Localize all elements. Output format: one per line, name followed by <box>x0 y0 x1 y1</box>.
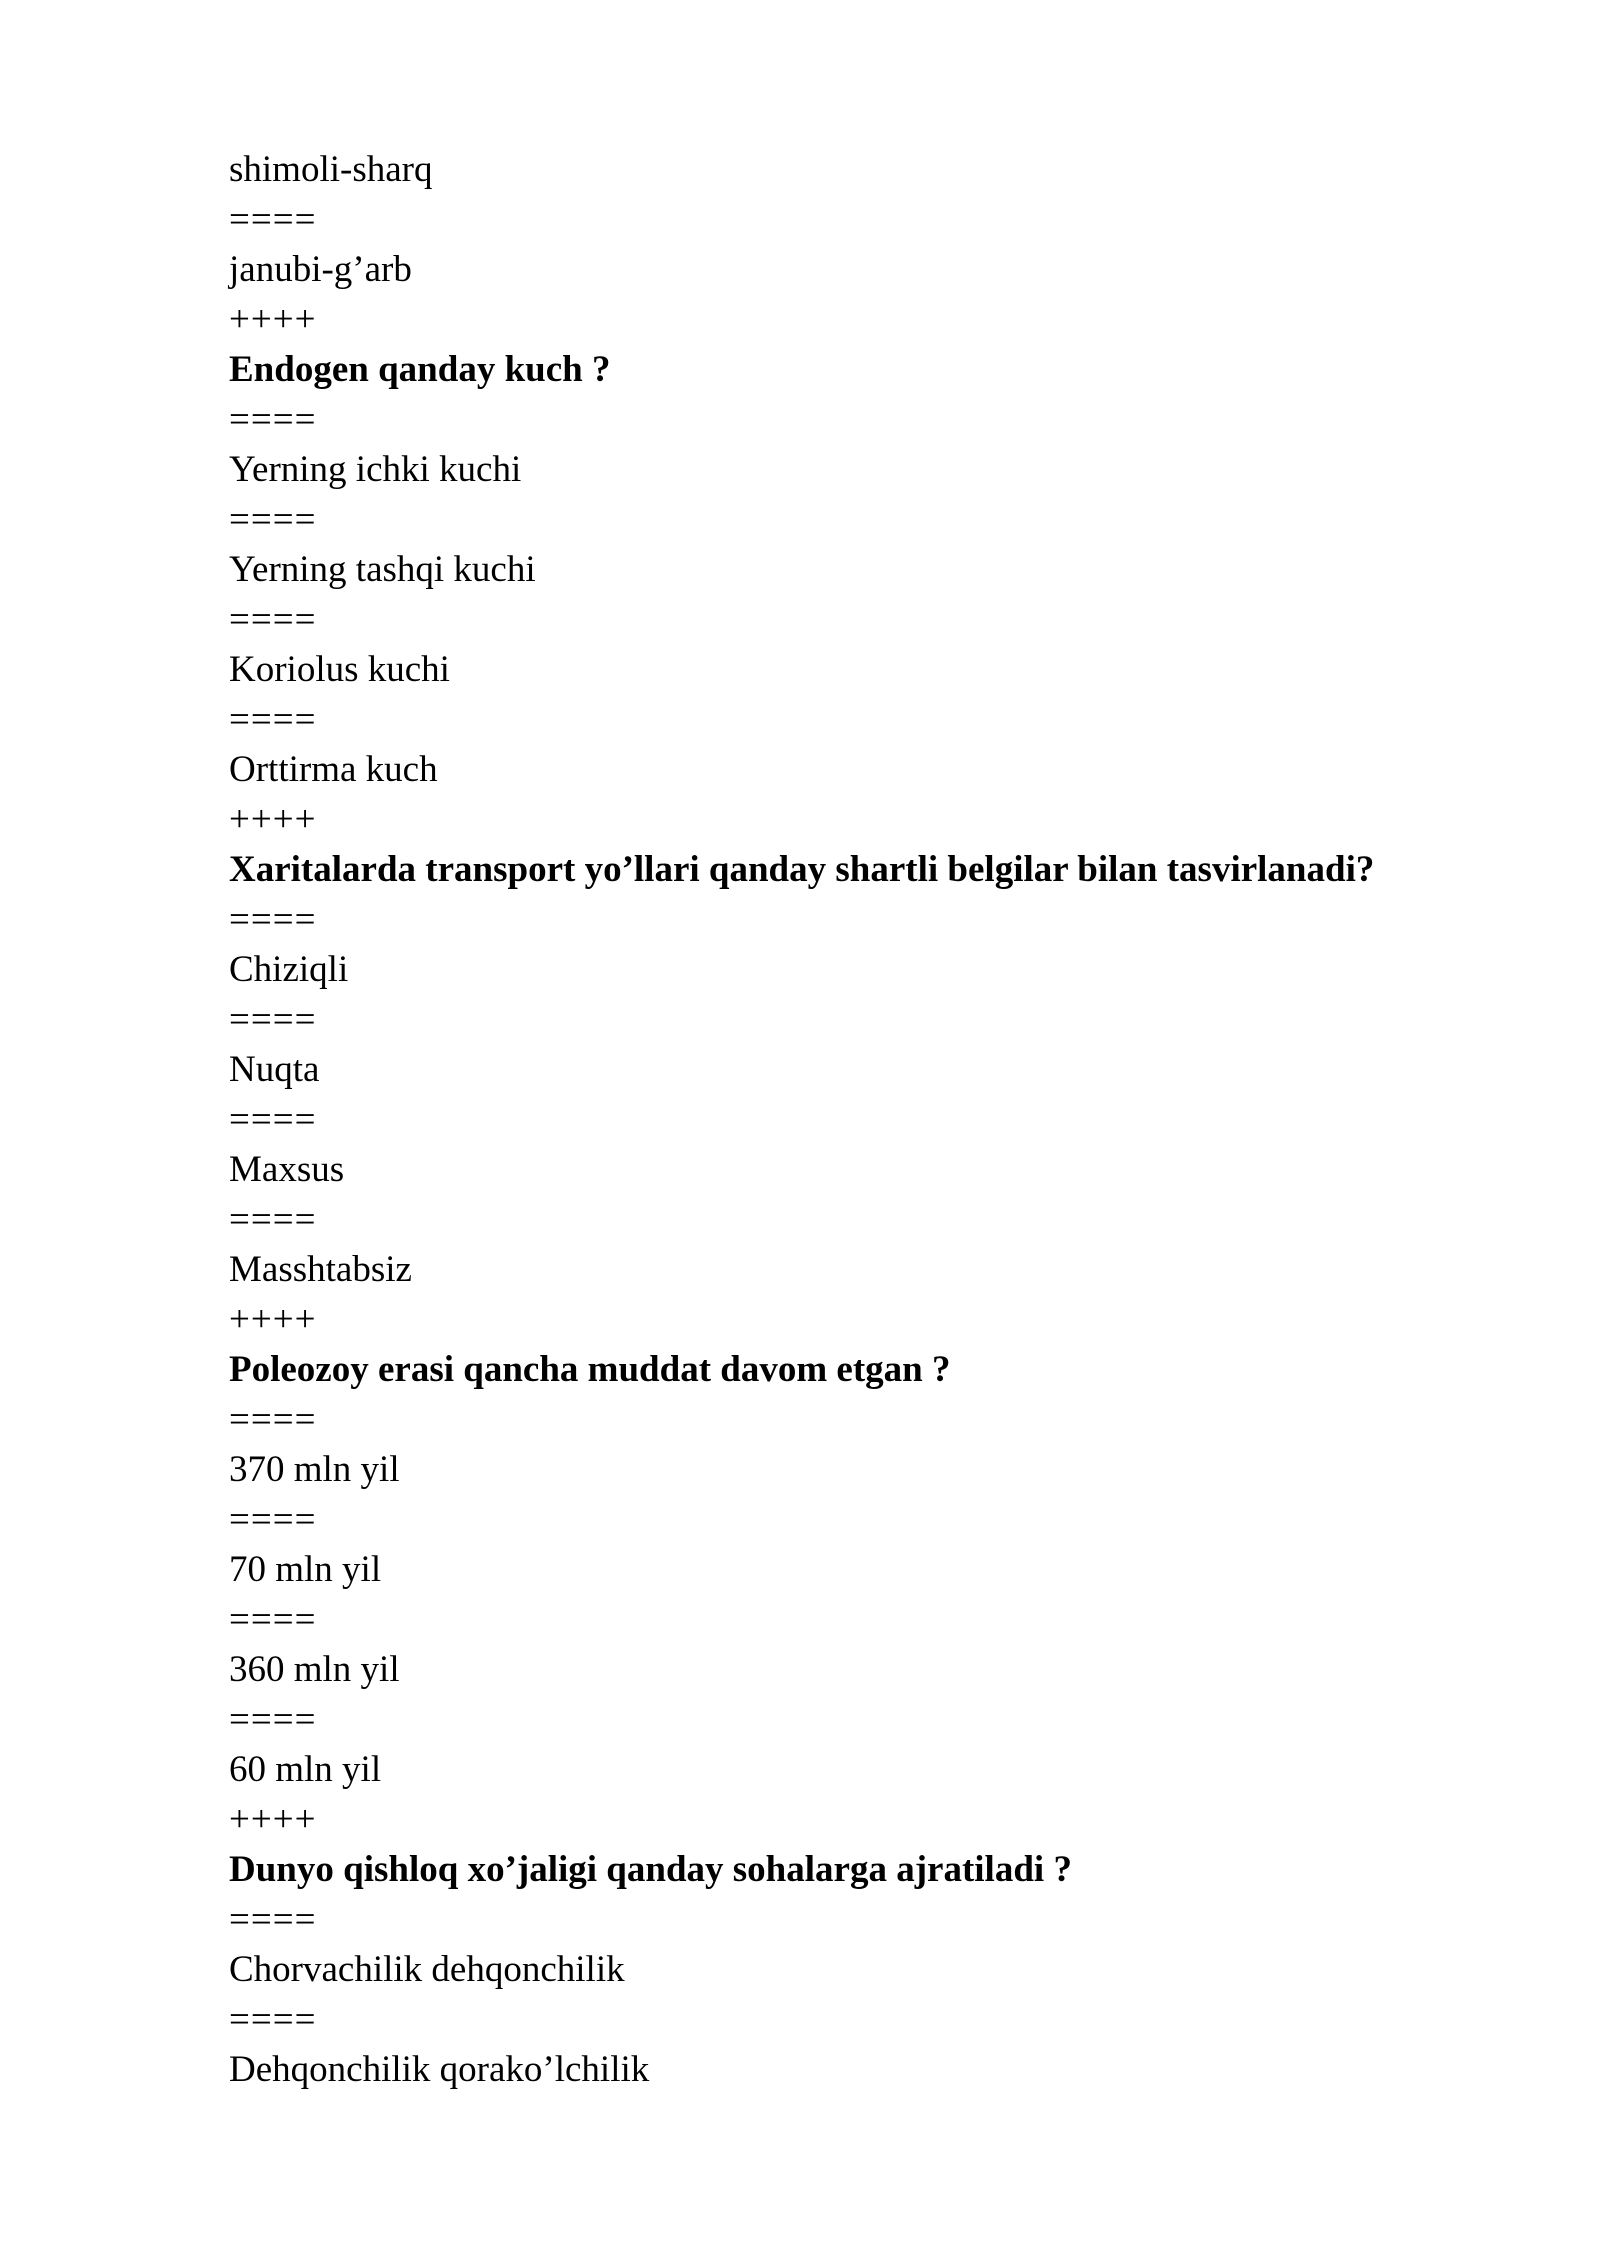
answer-option: Masshtabsiz <box>229 1249 412 1290</box>
option-separator: ==== <box>229 1199 317 1240</box>
answer-option: Yerning tashqi kuchi <box>229 549 536 590</box>
answer-option: 70 mln yil <box>229 1549 382 1590</box>
question-delimiter: ++++ <box>229 1799 317 1840</box>
option-separator: ==== <box>229 1699 317 1740</box>
option-separator: ==== <box>229 199 317 240</box>
question-text: Xaritalarda transport yo’llari qanday shartli belgilar bilan tasvirlanadi? <box>229 849 1375 890</box>
answer-option: Chorvachilik dehqonchilik <box>229 1949 625 1990</box>
option-separator: ==== <box>229 1599 317 1640</box>
option-separator: ==== <box>229 999 317 1040</box>
answer-option: shimoli-sharq <box>229 149 433 190</box>
answer-option: 370 mln yil <box>229 1449 400 1490</box>
option-separator: ==== <box>229 499 317 540</box>
option-separator: ==== <box>229 1399 317 1440</box>
answer-option: Koriolus kuchi <box>229 649 450 690</box>
answer-option: Yerning ichki kuchi <box>229 449 522 490</box>
question-delimiter: ++++ <box>229 1299 317 1340</box>
answer-option: Maxsus <box>229 1149 345 1190</box>
question-text: Dunyo qishloq xo’jaligi qanday sohalarga ajratiladi ? <box>229 1849 1072 1890</box>
answer-option: Chiziqli <box>229 949 349 990</box>
option-separator: ==== <box>229 1499 317 1540</box>
question-text: Poleozoy erasi qancha muddat davom etgan ? <box>229 1349 951 1390</box>
option-separator: ==== <box>229 899 317 940</box>
question-text: Endogen qanday kuch ? <box>229 349 611 390</box>
option-separator: ==== <box>229 1999 317 2040</box>
answer-option: Dehqonchilik qorako’lchilik <box>229 2049 650 2090</box>
question-delimiter: ++++ <box>229 799 317 840</box>
option-separator: ==== <box>229 399 317 440</box>
document-page <box>229 145 1469 2095</box>
answer-option: 60 mln yil <box>229 1749 382 1790</box>
option-separator: ==== <box>229 1899 317 1940</box>
answer-option: Nuqta <box>229 1049 320 1090</box>
answer-option: janubi-g’arb <box>229 249 412 290</box>
question-delimiter: ++++ <box>229 299 317 340</box>
option-separator: ==== <box>229 599 317 640</box>
option-separator: ==== <box>229 699 317 740</box>
option-separator: ==== <box>229 1099 317 1140</box>
answer-option: Orttirma kuch <box>229 749 438 790</box>
answer-option: 360 mln yil <box>229 1649 400 1690</box>
